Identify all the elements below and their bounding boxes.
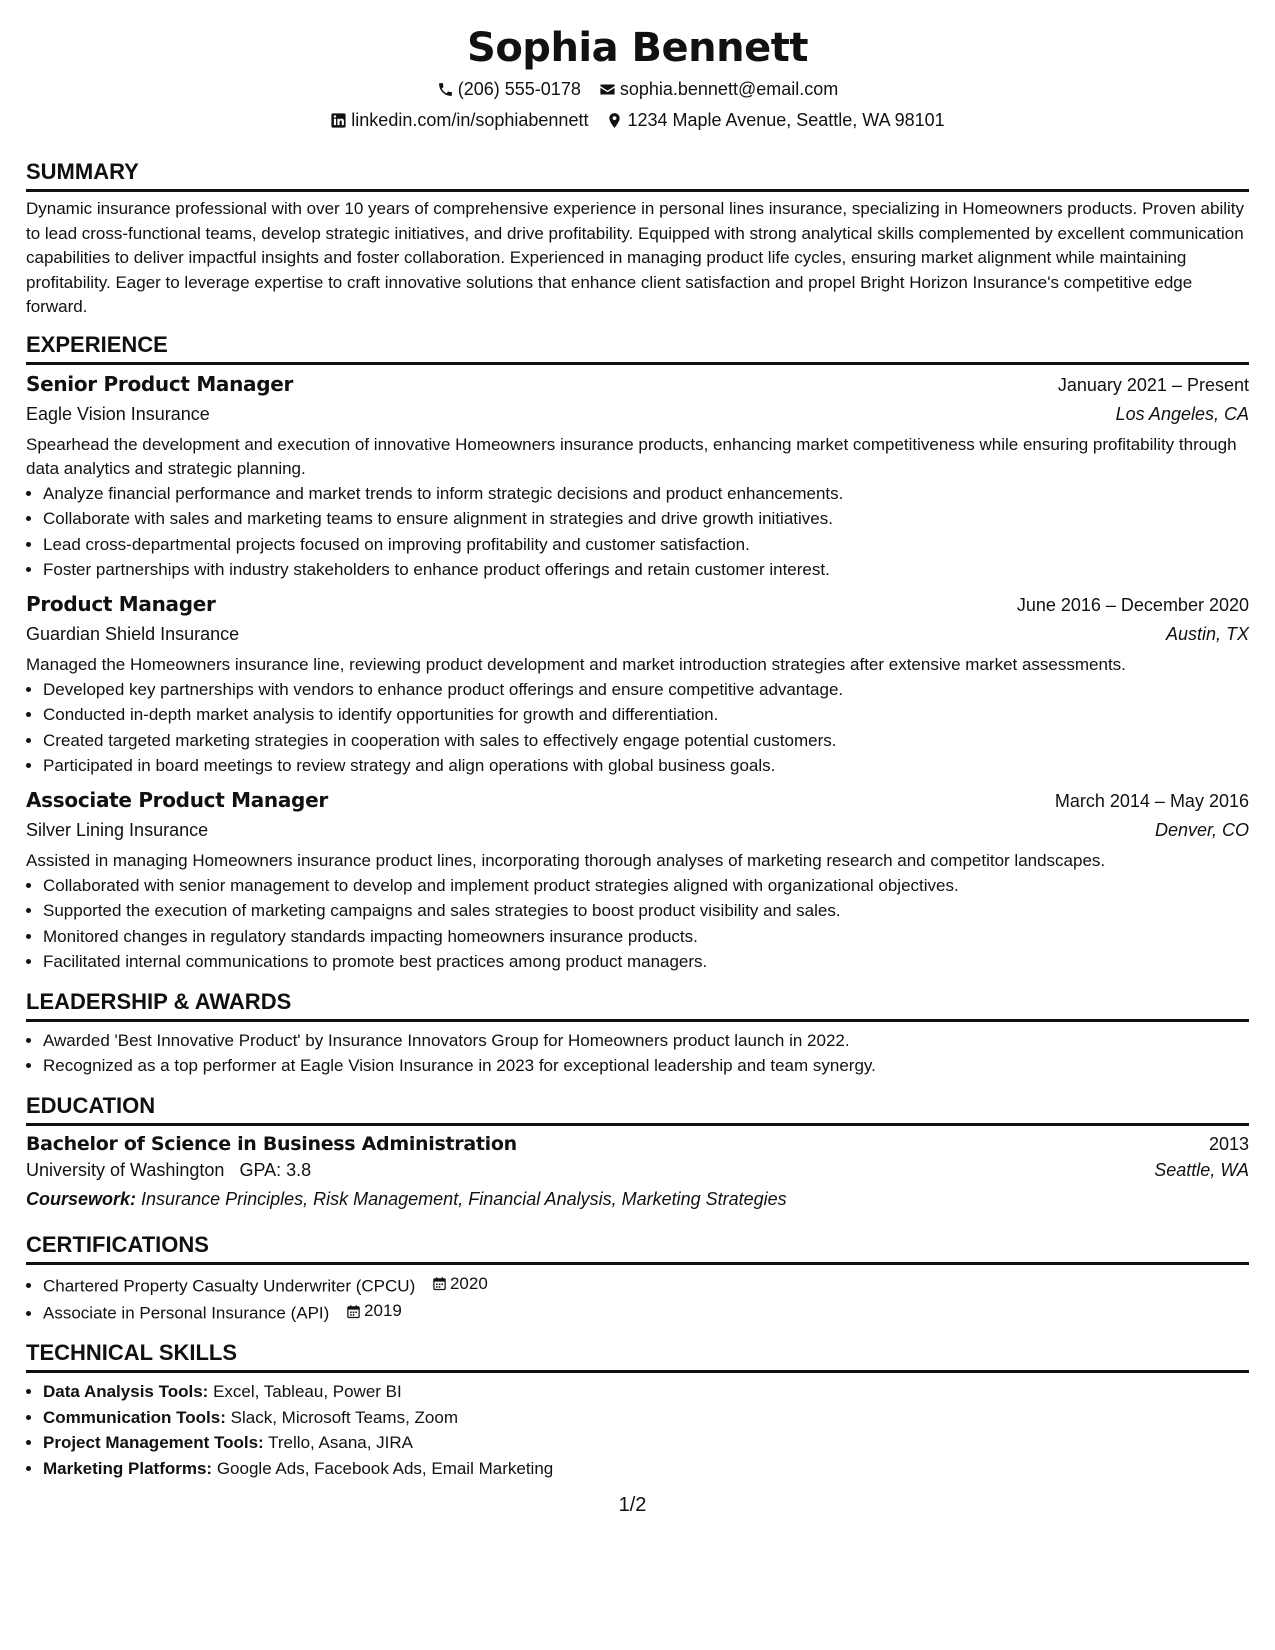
phone-number: (206) 555-0178 bbox=[457, 79, 581, 99]
job-description: Spearhead the development and execution of innovative Homeowners insurance products, enhancing market competitiveness while ensuring profitability through data analytics and strategic planning. bbox=[26, 434, 1237, 478]
summary-section bbox=[26, 159, 1249, 320]
resume-header bbox=[26, 22, 1249, 131]
section-title-skills: TECHNICAL SKILLS bbox=[26, 1340, 1249, 1373]
coursework-line bbox=[26, 1189, 1249, 1210]
graduation-year: 2013 bbox=[1208, 1133, 1249, 1154]
list-item bbox=[43, 1271, 1249, 1299]
list-item: • Monitored changes in regulatory standards impacting homeowners insurance products. bbox=[43, 924, 1249, 950]
certifications-list bbox=[26, 1271, 1249, 1327]
job-entry bbox=[26, 372, 1249, 583]
coursework-list: Insurance Principles, Risk Management, Financial Analysis, Marketing Strategies bbox=[141, 1188, 787, 1209]
contact-line-2 bbox=[26, 109, 1249, 131]
awards-list bbox=[26, 1028, 1249, 1079]
list-item: • Recognized as a top performer at Eagle Vision Insurance in 2023 for exceptional leadership and team synergy. bbox=[43, 1053, 1249, 1079]
job-location: Austin, TX bbox=[1165, 623, 1249, 644]
job-entry bbox=[26, 592, 1249, 779]
certification-name: Chartered Property Casualty Underwriter (CPCU) bbox=[43, 1275, 416, 1295]
job-location: Denver, CO bbox=[1154, 819, 1249, 840]
list-item: • Developed key partnerships with vendors to enhance product offerings and ensure competitive advantage. bbox=[43, 677, 1249, 703]
job-company: Silver Lining Insurance bbox=[26, 819, 209, 840]
leadership-section bbox=[26, 989, 1249, 1079]
job-title: Senior Product Manager bbox=[26, 371, 294, 396]
candidate-name: Sophia Bennett bbox=[467, 25, 808, 71]
skill-values: Google Ads, Facebook Ads, Email Marketing bbox=[216, 1458, 554, 1478]
list-item: • Participated in board meetings to review strategy and align operations with global business goals. bbox=[43, 753, 1249, 779]
list-item bbox=[43, 1379, 1249, 1405]
job-dates: January 2021 – Present bbox=[1057, 374, 1249, 395]
gpa: GPA: 3.8 bbox=[239, 1159, 312, 1180]
skill-values: Excel, Tableau, Power BI bbox=[213, 1382, 402, 1401]
map-pin-icon bbox=[606, 112, 623, 129]
list-item bbox=[43, 1298, 1249, 1326]
list-item bbox=[43, 1430, 1249, 1456]
section-title-certifications: CERTIFICATIONS bbox=[26, 1232, 1249, 1265]
linkedin-contact[interactable] bbox=[330, 109, 588, 131]
coursework-label: Coursework: bbox=[26, 1188, 137, 1209]
certification-year: 2019 bbox=[364, 1301, 402, 1321]
skill-values: Slack, Microsoft Teams, Zoom bbox=[230, 1407, 458, 1427]
resume-page bbox=[26, 0, 1249, 1516]
list-item: • Collaborated with senior management to develop and implement product strategies aligned with organizational objectives. bbox=[43, 873, 1249, 899]
job-dates: June 2016 – December 2020 bbox=[1016, 594, 1249, 615]
section-title-leadership: LEADERSHIP & AWARDS bbox=[26, 989, 1249, 1022]
list-item: • Lead cross-departmental projects focused on improving profitability and customer satisfaction. bbox=[43, 532, 1249, 558]
list-item: • Supported the execution of marketing campaigns and sales strategies to boost product visibility and sales. bbox=[43, 898, 1249, 924]
list-item bbox=[43, 1405, 1249, 1431]
job-dates: March 2014 – May 2016 bbox=[1054, 790, 1249, 811]
street-address: 1234 Maple Avenue, Seattle, WA 98101 bbox=[627, 110, 945, 130]
phone-contact bbox=[437, 78, 581, 100]
job-description: Managed the Homeowners insurance line, reviewing product development and market introduction strategies after extensive market assessments. bbox=[26, 654, 1126, 674]
section-title-education: EDUCATION bbox=[26, 1093, 1249, 1126]
education-section bbox=[26, 1093, 1249, 1210]
job-company: Eagle Vision Insurance bbox=[26, 403, 210, 424]
job-title: Associate Product Manager bbox=[26, 787, 328, 812]
contact-line-1 bbox=[26, 78, 1249, 100]
list-item: • Collaborate with sales and marketing teams to ensure alignment in strategies and drive growth initiatives. bbox=[43, 506, 1249, 532]
list-item: • Foster partnerships with industry stakeholders to enhance product offerings and retain customer interest. bbox=[43, 557, 1249, 583]
experience-section bbox=[26, 332, 1249, 975]
job-bullets bbox=[26, 481, 1249, 583]
calendar-icon bbox=[346, 1304, 361, 1319]
list-item: • Analyze financial performance and market trends to inform strategic decisions and product enhancements. bbox=[43, 481, 1249, 507]
job-description: Assisted in managing Homeowners insurance product lines, incorporating thorough analyses of marketing research and competitor landscapes. bbox=[26, 850, 1106, 870]
certification-name: Associate in Personal Insurance (API) bbox=[43, 1303, 330, 1323]
list-item: • Conducted in-depth market analysis to identify opportunities for growth and differentiation. bbox=[43, 702, 1249, 728]
school-location: Seattle, WA bbox=[1154, 1159, 1249, 1180]
section-title-summary: SUMMARY bbox=[26, 159, 1249, 192]
skill-category: Project Management Tools: bbox=[43, 1433, 264, 1452]
skills-list bbox=[26, 1379, 1249, 1481]
job-location: Los Angeles, CA bbox=[1115, 403, 1249, 424]
email-contact[interactable] bbox=[599, 78, 838, 100]
phone-icon bbox=[437, 81, 454, 98]
certification-year: 2020 bbox=[449, 1273, 488, 1293]
skill-values: Trello, Asana, JIRA bbox=[268, 1433, 414, 1452]
section-title-experience: EXPERIENCE bbox=[26, 332, 1249, 365]
address-contact bbox=[606, 109, 944, 131]
linkedin-icon bbox=[330, 112, 347, 129]
certifications-section bbox=[26, 1232, 1249, 1327]
job-bullets bbox=[26, 873, 1249, 975]
job-title: Product Manager bbox=[26, 591, 216, 616]
list-item: • Facilitated internal communications to promote best practices among product managers. bbox=[43, 949, 1249, 975]
job-bullets bbox=[26, 677, 1249, 779]
skill-category: Marketing Platforms: bbox=[43, 1458, 213, 1478]
job-company: Guardian Shield Insurance bbox=[26, 623, 240, 644]
skills-section bbox=[26, 1340, 1249, 1481]
envelope-icon bbox=[599, 81, 616, 98]
page-number: 1/2 bbox=[618, 1494, 647, 1516]
summary-text: Dynamic insurance professional with over 10 years of comprehensive experience in personal lines insurance, specializing in Homeowners products. Proven ability to lead cross-functional teams, develop strategic initiatives, and drive profitability. Equipped with strong analytical skills complemented by excellent communication capabilities to deliver impactful insights and foster collaboration. Experienced in managing product life cycles, ensuring market alignment while maintaining profitability. Eager to leverage expertise to craft innovative solutions that enhance client satisfaction and propel Bright Horizon Insurance's competitive edge forward. bbox=[26, 199, 1244, 316]
degree-name: Bachelor of Science in Business Administration bbox=[26, 1132, 517, 1155]
linkedin-url[interactable]: linkedin.com/in/sophiabennett bbox=[351, 110, 589, 130]
school-name: University of Washington bbox=[26, 1159, 225, 1180]
list-item: • Awarded 'Best Innovative Product' by Insurance Innovators Group for Homeowners product launch in 2022. bbox=[43, 1028, 1249, 1054]
email-address[interactable]: sophia.bennett@email.com bbox=[619, 79, 839, 99]
list-item bbox=[43, 1456, 1249, 1482]
job-entry bbox=[26, 788, 1249, 975]
calendar-icon bbox=[432, 1276, 447, 1291]
skill-category: Communication Tools: bbox=[43, 1407, 226, 1427]
skill-category: Data Analysis Tools: bbox=[43, 1382, 209, 1401]
list-item: • Created targeted marketing strategies in cooperation with sales to effectively engage potential customers. bbox=[43, 728, 1249, 754]
